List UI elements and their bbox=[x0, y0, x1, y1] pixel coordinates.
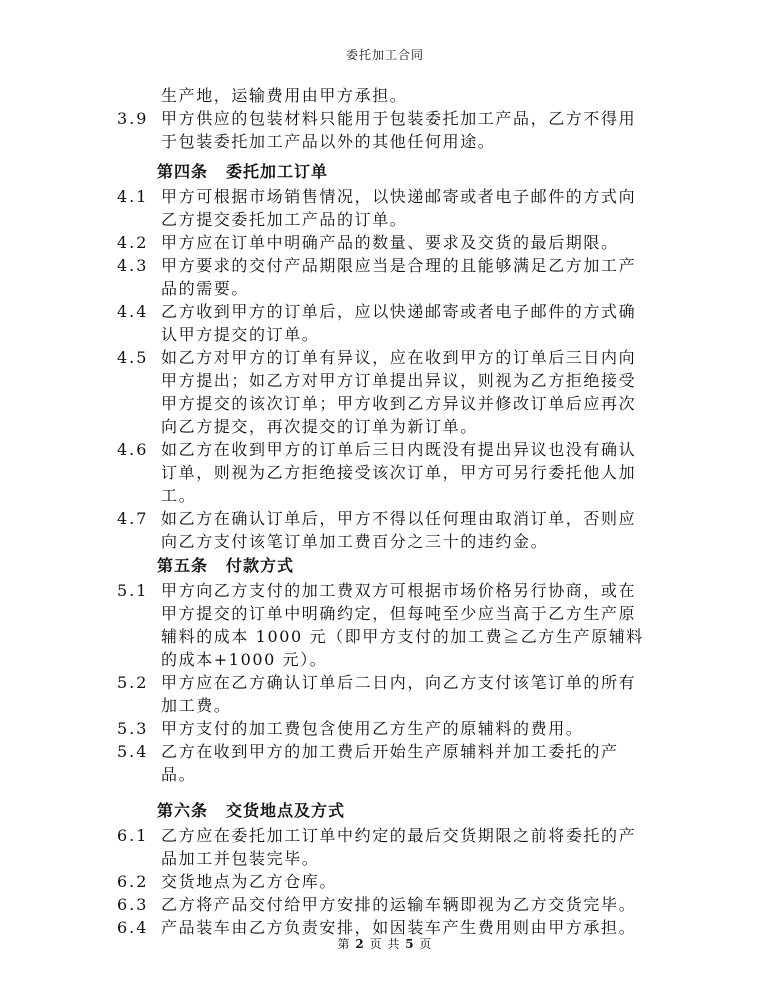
document-body bbox=[0, 84, 770, 939]
text-line bbox=[0, 208, 770, 231]
article-5-clauses bbox=[0, 579, 770, 786]
text-line bbox=[0, 231, 770, 254]
clause-text: 辅料的成本 1000 元（即甲方支付的加工费≧乙方生产原辅料 bbox=[161, 627, 644, 646]
text-line bbox=[0, 717, 770, 740]
clause-number: 4.2 bbox=[117, 233, 149, 252]
clause-text: 甲方提交的该次订单；甲方收到乙方异议并修改订单后应再次 bbox=[161, 394, 637, 413]
clause-number: 4.1 bbox=[117, 187, 149, 206]
clause-text: 生产地，运输费用由甲方承担。 bbox=[161, 86, 408, 105]
clause-text: 乙方收到甲方的订单后，应以快递邮寄或者电子邮件的方式确 bbox=[161, 302, 637, 321]
clause-text: 加工费。 bbox=[161, 696, 232, 715]
clause-text: 的成本+1000 元）。 bbox=[161, 650, 328, 669]
clause bbox=[0, 300, 770, 346]
clause bbox=[0, 507, 770, 553]
clause-3-9 bbox=[0, 107, 770, 153]
text-line bbox=[0, 625, 770, 648]
article-title: 交货地点及方式 bbox=[226, 801, 346, 820]
footer-suffix: 页 bbox=[419, 937, 433, 951]
page-footer bbox=[0, 935, 770, 952]
clause bbox=[0, 717, 770, 740]
clause bbox=[0, 824, 770, 870]
text-line bbox=[0, 870, 770, 893]
article-6-clauses bbox=[0, 824, 770, 939]
footer-total-pages: 5 bbox=[405, 937, 415, 951]
article-4-clauses bbox=[0, 185, 770, 553]
clause-text: 甲方要求的交付产品期限应当是合理的且能够满足乙方加工产 bbox=[161, 256, 637, 275]
clause-text: 订单，则视为乙方拒绝接受该次订单，甲方可另行委托他人加 bbox=[161, 463, 637, 482]
clause bbox=[0, 107, 770, 153]
clause-text: 品。 bbox=[161, 765, 197, 784]
clause bbox=[0, 893, 770, 916]
text-line bbox=[0, 648, 770, 671]
continuation-text bbox=[0, 84, 770, 107]
clause-number: 4.5 bbox=[117, 348, 149, 367]
clause bbox=[0, 740, 770, 786]
text-line bbox=[0, 740, 770, 763]
text-line bbox=[0, 530, 770, 553]
clause-number: 4.6 bbox=[117, 440, 149, 459]
article-label: 第五条 bbox=[157, 556, 209, 575]
text-line bbox=[0, 323, 770, 346]
clause-number: 3.9 bbox=[117, 109, 149, 128]
clause-text: 向乙方提交，再次提交的订单为新订单。 bbox=[161, 417, 478, 436]
text-line bbox=[0, 579, 770, 602]
clause-text: 品的需要。 bbox=[161, 279, 250, 298]
clause-text: 甲方可根据市场销售情况，以快递邮寄或者电子邮件的方式向 bbox=[161, 187, 637, 206]
article-4-heading bbox=[0, 159, 770, 185]
page-header: 委托加工合同 bbox=[345, 48, 424, 62]
text-line bbox=[0, 438, 770, 461]
article-6-heading bbox=[0, 798, 770, 824]
text-line bbox=[0, 824, 770, 847]
clause-number: 6.1 bbox=[117, 826, 149, 845]
text-line bbox=[0, 130, 770, 153]
text-line bbox=[0, 602, 770, 625]
text-line bbox=[0, 507, 770, 530]
clause-number: 5.3 bbox=[117, 719, 149, 738]
clause-text: 认甲方提交的订单。 bbox=[161, 325, 320, 344]
text-line bbox=[0, 346, 770, 369]
clause-text: 乙方在收到甲方的加工费后开始生产原辅料并加工委托的产 bbox=[161, 742, 619, 761]
clause-text: 于包装委托加工产品以外的其他任何用途。 bbox=[161, 132, 496, 151]
clause-text: 如乙方在收到甲方的订单后三日内既没有提出异议也没有确认 bbox=[161, 440, 637, 459]
clause bbox=[0, 671, 770, 717]
footer-prefix: 第 bbox=[337, 937, 351, 951]
clause-text: 甲方提交的订单中明确约定，但每吨至少应当高于乙方生产原 bbox=[161, 604, 637, 623]
footer-page-number: 2 bbox=[355, 937, 365, 951]
footer-middle: 页 共 bbox=[369, 937, 401, 951]
clause-text: 产品装车由乙方负责安排，如因装车产生费用则由甲方承担。 bbox=[161, 918, 637, 937]
clause-text: 甲方提出；如乙方对甲方订单提出异议，则视为乙方拒绝接受 bbox=[161, 371, 637, 390]
clause-number: 5.4 bbox=[117, 742, 149, 761]
text-line bbox=[0, 277, 770, 300]
text-line bbox=[0, 694, 770, 717]
clause-text: 如乙方对甲方的订单有异议，应在收到甲方的订单后三日内向 bbox=[161, 348, 637, 367]
text-line bbox=[0, 107, 770, 130]
article-label: 第六条 bbox=[157, 801, 209, 820]
clause-number: 6.2 bbox=[117, 872, 149, 891]
clause bbox=[0, 346, 770, 438]
clause bbox=[0, 579, 770, 671]
clause-text: 交货地点为乙方仓库。 bbox=[161, 872, 338, 891]
clause-text: 甲方应在订单中明确产品的数量、要求及交货的最后期限。 bbox=[161, 233, 619, 252]
clause-text: 向乙方支付该笔订单加工费百分之三十的违约金。 bbox=[161, 532, 549, 551]
clause-number: 4.3 bbox=[117, 256, 149, 275]
text-line bbox=[0, 300, 770, 323]
clause-text: 如乙方在确认订单后，甲方不得以任何理由取消订单，否则应 bbox=[161, 509, 637, 528]
clause bbox=[0, 438, 770, 507]
clause-number: 4.7 bbox=[117, 509, 149, 528]
clause-text: 乙方将产品交付给甲方安排的运输车辆即视为乙方交货完毕。 bbox=[161, 895, 637, 914]
clause bbox=[0, 185, 770, 231]
clause-text: 甲方支付的加工费包含使用乙方生产的原辅料的费用。 bbox=[161, 719, 584, 738]
text-line bbox=[0, 392, 770, 415]
clause-number: 5.1 bbox=[117, 581, 149, 600]
clause bbox=[0, 231, 770, 254]
text-line bbox=[0, 847, 770, 870]
article-label: 第四条 bbox=[157, 162, 209, 181]
text-line bbox=[0, 185, 770, 208]
clause-text: 甲方应在乙方确认订单后二日内，向乙方支付该笔订单的所有 bbox=[161, 673, 637, 692]
text-line bbox=[0, 763, 770, 786]
article-title: 付款方式 bbox=[226, 556, 295, 575]
clause-text: 工。 bbox=[161, 486, 197, 505]
clause-text: 甲方供应的包装材料只能用于包装委托加工产品，乙方不得用 bbox=[161, 109, 637, 128]
clause-number: 6.4 bbox=[117, 918, 149, 937]
clause bbox=[0, 870, 770, 893]
clause-text: 乙方提交委托加工产品的订单。 bbox=[161, 210, 408, 229]
text-line bbox=[0, 369, 770, 392]
clause bbox=[0, 254, 770, 300]
article-title: 委托加工订单 bbox=[226, 162, 329, 181]
text-line bbox=[0, 893, 770, 916]
article-5-heading bbox=[0, 553, 770, 579]
clause-number: 5.2 bbox=[117, 673, 149, 692]
text-line bbox=[0, 254, 770, 277]
text-line bbox=[0, 415, 770, 438]
text-line bbox=[0, 84, 770, 107]
text-line bbox=[0, 484, 770, 507]
clause-number: 6.3 bbox=[117, 895, 149, 914]
clause-text: 乙方应在委托加工订单中约定的最后交货期限之前将委托的产 bbox=[161, 826, 637, 845]
clause-number: 4.4 bbox=[117, 302, 149, 321]
text-line bbox=[0, 461, 770, 484]
text-line bbox=[0, 671, 770, 694]
clause-text: 甲方向乙方支付的加工费双方可根据市场价格另行协商，或在 bbox=[161, 581, 637, 600]
clause-text: 品加工并包装完毕。 bbox=[161, 849, 320, 868]
